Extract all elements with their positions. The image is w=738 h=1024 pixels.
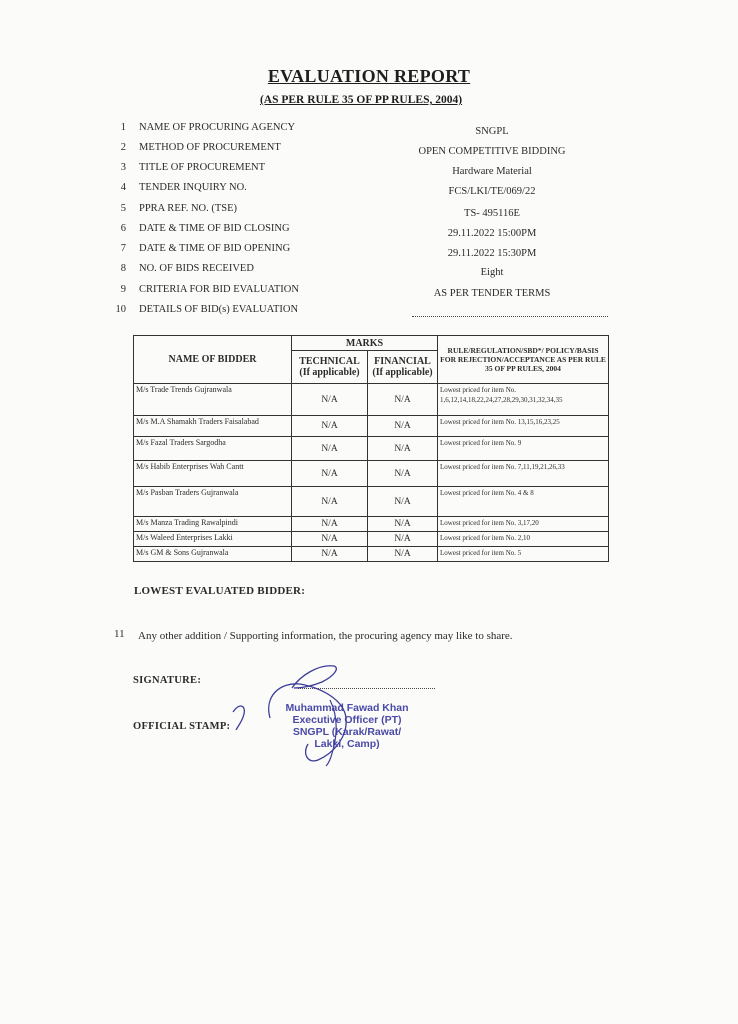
info-value: Hardware Material bbox=[452, 166, 532, 177]
addition-number: 11 bbox=[114, 628, 125, 640]
table-row bbox=[134, 517, 609, 532]
info-number: 8 bbox=[120, 263, 126, 274]
info-row-procuring-agency bbox=[0, 122, 738, 138]
info-number: 10 bbox=[115, 304, 126, 315]
info-row-bids-received bbox=[0, 263, 738, 279]
info-label: PPRA REF. NO. (TSE) bbox=[139, 203, 238, 214]
lowest-evaluated-bidder-label: LOWEST EVALUATED BIDDER: bbox=[134, 585, 306, 597]
info-row-tender-inquiry bbox=[0, 182, 738, 198]
info-value: TS- 495116E bbox=[464, 208, 520, 219]
technical-mark: N/A bbox=[292, 437, 368, 461]
info-value: AS PER TENDER TERMS bbox=[433, 288, 551, 299]
info-value: Eight bbox=[480, 267, 504, 278]
info-row-method bbox=[0, 142, 738, 158]
rule-basis: Lowest priced for item No. 1,6,12,14,18,22,24,27,28,29,30,31,32,34,35 bbox=[438, 384, 609, 416]
info-label: METHOD OF PROCUREMENT bbox=[139, 142, 281, 153]
info-row-title bbox=[0, 162, 738, 178]
bidder-name: M/s Manza Trading Rawalpindi bbox=[134, 517, 292, 532]
stamp-location: Lakki, Camp) bbox=[314, 738, 380, 750]
info-value: FCS/LKI/TE/069/22 bbox=[448, 186, 536, 197]
financial-mark: N/A bbox=[368, 461, 438, 487]
table-row bbox=[134, 487, 609, 517]
financial-mark: N/A bbox=[368, 532, 438, 547]
signature-tick-mark bbox=[233, 706, 244, 730]
info-row-bid-closing bbox=[0, 223, 738, 239]
technical-mark: N/A bbox=[292, 517, 368, 532]
rule-basis: Lowest priced for item No. 2,10 bbox=[438, 532, 609, 547]
financial-mark: N/A bbox=[368, 487, 438, 517]
table-row bbox=[134, 384, 609, 416]
technical-mark: N/A bbox=[292, 547, 368, 562]
rule-basis: Lowest priced for item No. 3,17,20 bbox=[438, 517, 609, 532]
info-number: 4 bbox=[120, 182, 126, 193]
info-value: 29.11.2022 15:30PM bbox=[447, 248, 537, 259]
signature-label: SIGNATURE: bbox=[133, 675, 202, 686]
info-value: 29.11.2022 15:00PM bbox=[447, 228, 537, 239]
header-technical-note: (If applicable) bbox=[299, 367, 360, 378]
table-row bbox=[134, 547, 609, 562]
info-value: OPEN COMPETITIVE BIDDING bbox=[418, 146, 566, 157]
info-number: 1 bbox=[120, 122, 126, 133]
bidder-name: M/s Fazal Traders Sargodha bbox=[134, 437, 292, 461]
dotted-line bbox=[412, 316, 608, 317]
table-row bbox=[134, 532, 609, 547]
bidder-name: M/s Waleed Enterprises Lakki bbox=[134, 532, 292, 547]
info-label: DETAILS OF BID(s) EVALUATION bbox=[139, 304, 299, 315]
stamp-organization: SNGPL (Karak/Rawat/ bbox=[292, 726, 402, 738]
info-label: CRITERIA FOR BID EVALUATION bbox=[139, 284, 299, 295]
info-label: DATE & TIME OF BID OPENING bbox=[139, 243, 291, 254]
technical-mark: N/A bbox=[292, 487, 368, 517]
info-row-ppra-ref bbox=[0, 203, 738, 219]
technical-mark: N/A bbox=[292, 532, 368, 547]
bidder-name: M/s GM & Sons Gujranwala bbox=[134, 547, 292, 562]
stamp-designation: Executive Officer (PT) bbox=[292, 714, 402, 726]
table-row bbox=[134, 437, 609, 461]
header-financial-label: FINANCIAL bbox=[374, 356, 431, 367]
info-label: NO. OF BIDS RECEIVED bbox=[139, 263, 254, 274]
header-financial bbox=[368, 351, 438, 384]
addition-text: Any other addition / Supporting information, the procuring agency may like to share. bbox=[138, 630, 513, 642]
technical-mark: N/A bbox=[292, 384, 368, 416]
info-number: 6 bbox=[120, 223, 126, 234]
stamp-name: Muhammad Fawad Khan bbox=[285, 702, 409, 714]
bidder-name: M/s Pasban Traders Gujranwala bbox=[134, 487, 292, 517]
info-row-evaluation-details bbox=[0, 304, 738, 320]
rule-basis: Lowest priced for item No. 7,11,19,21,26,33 bbox=[438, 461, 609, 487]
rule-basis: Lowest priced for item No. 4 & 8 bbox=[438, 487, 609, 517]
financial-mark: N/A bbox=[368, 517, 438, 532]
official-stamp-label: OFFICIAL STAMP: bbox=[133, 721, 231, 732]
technical-mark: N/A bbox=[292, 461, 368, 487]
header-marks: MARKS bbox=[292, 336, 438, 351]
official-stamp bbox=[272, 702, 422, 750]
signature-line bbox=[298, 688, 435, 689]
info-number: 5 bbox=[120, 203, 126, 214]
table-header-row bbox=[134, 336, 609, 351]
bidder-name: M/s Trade Trends Gujranwala bbox=[134, 384, 292, 416]
bid-evaluation-table bbox=[133, 335, 609, 562]
info-row-evaluation-criteria bbox=[0, 284, 738, 300]
header-bidder-name: NAME OF BIDDER bbox=[134, 336, 292, 384]
financial-mark: N/A bbox=[368, 416, 438, 437]
table-row bbox=[134, 416, 609, 437]
info-number: 2 bbox=[120, 142, 126, 153]
financial-mark: N/A bbox=[368, 547, 438, 562]
bidder-name: M/s M.A Shamakh Traders Faisalabad bbox=[134, 416, 292, 437]
info-number: 9 bbox=[120, 284, 126, 295]
rule-basis: Lowest priced for item No. 5 bbox=[438, 547, 609, 562]
rule-basis: Lowest priced for item No. 13,15,16,23,25 bbox=[438, 416, 609, 437]
info-value: SNGPL bbox=[475, 126, 509, 137]
rule-basis: Lowest priced for item No. 9 bbox=[438, 437, 609, 461]
info-label: NAME OF PROCURING AGENCY bbox=[139, 122, 296, 133]
document-title: EVALUATION REPORT bbox=[267, 66, 471, 86]
header-financial-note: (If applicable) bbox=[372, 367, 433, 378]
info-number: 7 bbox=[120, 243, 126, 254]
header-technical bbox=[292, 351, 368, 384]
info-label: TENDER INQUIRY NO. bbox=[139, 182, 247, 193]
header-technical-label: TECHNICAL bbox=[299, 356, 360, 367]
technical-mark: N/A bbox=[292, 416, 368, 437]
bidder-name: M/s Habib Enterprises Wah Cantt bbox=[134, 461, 292, 487]
info-label: DATE & TIME OF BID CLOSING bbox=[139, 223, 290, 234]
financial-mark: N/A bbox=[368, 437, 438, 461]
document-subtitle: (AS PER RULE 35 OF PP RULES, 2004) bbox=[259, 94, 463, 106]
signature-flourish bbox=[292, 666, 336, 688]
financial-mark: N/A bbox=[368, 384, 438, 416]
info-number: 3 bbox=[120, 162, 126, 173]
info-label: TITLE OF PROCUREMENT bbox=[139, 162, 265, 173]
table-row bbox=[134, 461, 609, 487]
header-rule: RULE/REGULATION/SBD*/ POLICY/BASIS FOR REJECTION/ACCEPTANCE AS PER RULE 35 OF PP RULES, 2004 bbox=[438, 336, 609, 384]
info-row-bid-opening bbox=[0, 243, 738, 259]
